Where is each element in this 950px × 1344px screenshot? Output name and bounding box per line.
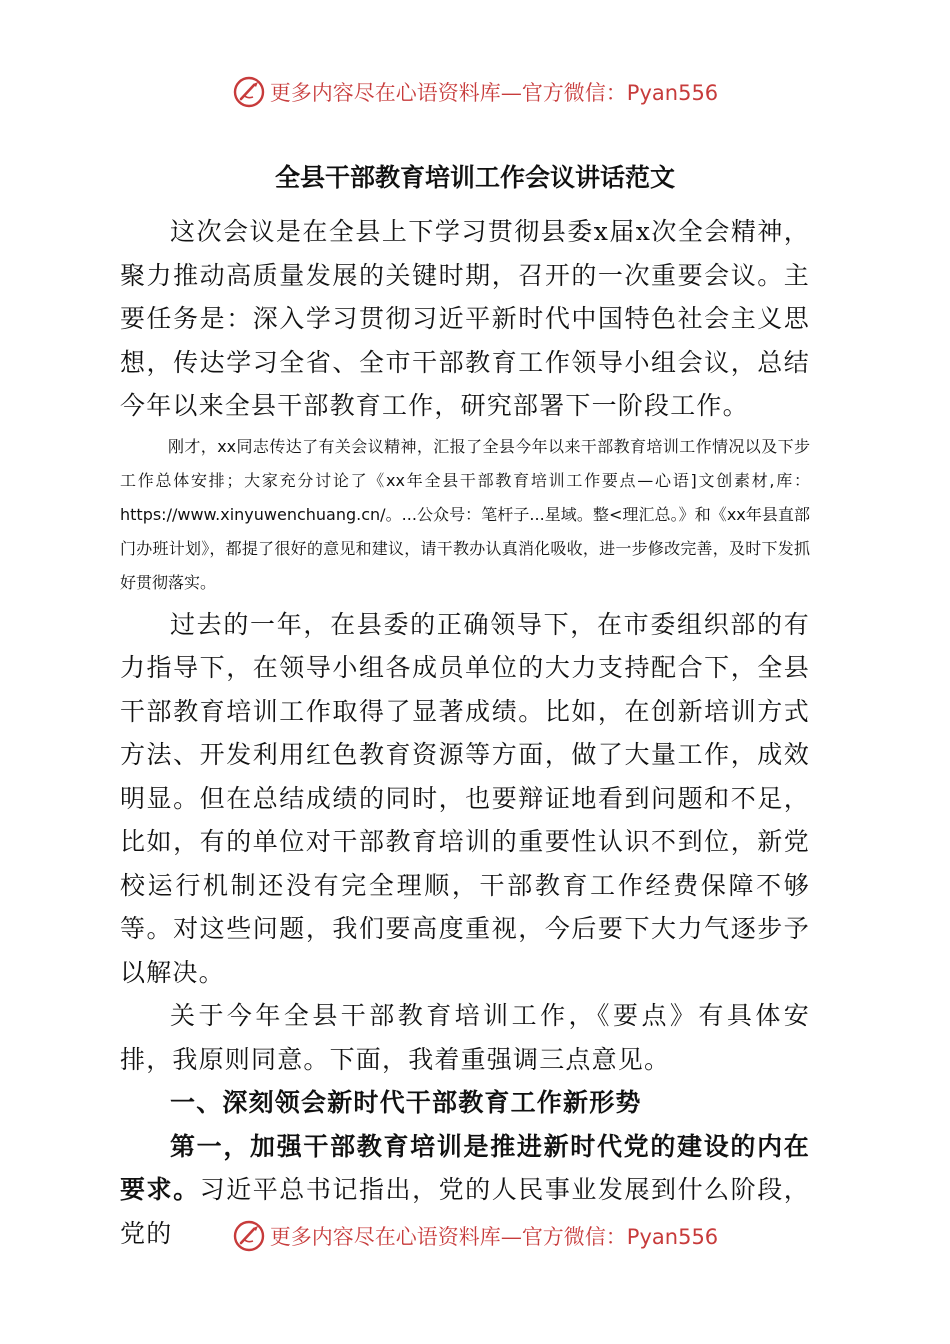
paragraph-review: 过去的一年，在县委的正确领导下，在市委组织部的有力指导下，在领导小组各成员单位的大力支持配合下，全县干部教育培训工作取得了显著成绩。比如，在创新培训方式方法、开发利用红色教育资源等方面，做了大量工作，成效明显。但在总结成绩的同时，也要辩证地看到问题和不足，比如，有的单位对干部教育培训的重要性认识不到位，新党校运行机制还没有完全理顺，干部教育工作经费保障不够等。对这些问题，我们要高度重视，今后要下大力气逐步予以解决。 [120,609,810,987]
banner-text: 更多内容尽在心语资料库—官方微信：Pyan556 [269,1225,719,1249]
document-title: 全县干部教育培训工作会议讲话范文 [274,163,675,192]
banner-text: 更多内容尽在心语资料库—官方微信：Pyan556 [269,81,719,105]
header-banner [0,70,950,114]
footer-banner [0,1214,950,1258]
brand-logo-icon [232,75,266,109]
section-heading: 一、深刻领会新时代干部教育工作新形势 [170,1088,642,1117]
paragraph-summary: 刚才，xx同志传达了有关会议精神，汇报了全县今年以来干部教育培训工作情况以及下步工作总体安排；大家充分讨论了《xx年全县干部教育培训工作要点—心语]文创素材,库：https://www.xinyuwenchuang.cn/。...公众号：笔杆子...星域。整<理汇总。》和《xx年县直部门办班计划》，都提了很好的意见和建议，请干教办认真消化吸收，进一步修改完善，及时下发抓好贯彻落实。 [120,436,810,592]
brand-logo-icon [232,1219,266,1253]
document-body [120,210,810,1255]
first-point-text: 习近平总书记指出，党的人民事业发展到什么阶段，党的 [120,1175,810,1248]
paragraph-intro: 这次会议是在全县上下学习贯彻县委x届x次全会精神，聚力推动高质量发展的关键时期，召开的一次重要会议。主要任务是：深入学习贯彻习近平新时代中国特色社会主义思想，传达学习全省、全市干部教育工作领导小组会议，总结今年以来全县干部教育工作，研究部署下一阶段工作。 [120,217,810,420]
paragraph-opinions: 关于今年全县干部教育培训工作，《要点》有具体安排，我原则同意。下面，我着重强调三点意见。 [120,1001,810,1074]
first-point-lead: 第一，加强干部教育培训是推进新时代党的建设的内在要求。 [120,1131,810,1204]
